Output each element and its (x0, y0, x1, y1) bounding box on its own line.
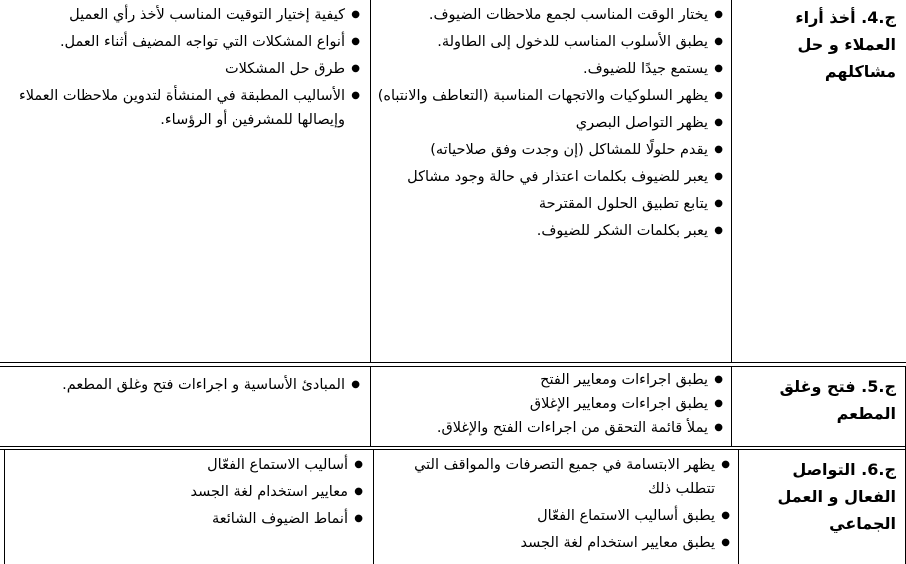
list-item: ● الأساليب المطبقة في المنشأة لتدوين ملاحظات العملاء وإيصالها للمشرفين أو الرؤساء. (4, 84, 360, 132)
skills-cell (370, 0, 731, 362)
list-item: ● يطبق معايير استخدام لغة الجسد (379, 531, 730, 555)
list-item: ● طرق حل المشكلات (4, 57, 360, 81)
skills-list (379, 453, 730, 555)
table-row (0, 450, 906, 564)
list-item: ● يتابع تطبيق الحلول المقترحة (376, 192, 723, 216)
knowledge-list (4, 373, 360, 397)
column-divider (731, 366, 732, 447)
list-item: ● يظهر التواصل البصري (376, 111, 723, 135)
list-item: ● المبادئ الأساسية و اجراءات فتح وغلق المطعم. (4, 373, 360, 397)
list-item: ● كيفية إختيار التوقيت المناسب لأخذ رأي العميل (4, 3, 360, 27)
list-item: ● يطبق الأسلوب المناسب للدخول إلى الطاولة. (376, 30, 723, 54)
skills-list (376, 368, 723, 440)
row-divider (0, 449, 906, 450)
list-item: ● يختار الوقت المناسب لجمع ملاحظات الضيوف. (376, 3, 723, 27)
list-item: ● يستمع جيدًا للضيوف. (376, 57, 723, 81)
competency-title: ج.5. فتح وغلق المطعم (779, 377, 896, 423)
list-item: ● يعبر بكلمات الشكر للضيوف. (376, 219, 723, 243)
knowledge-cell (0, 450, 373, 564)
list-item: ● يظهر الابتسامة في جميع التصرفات والمواقف التي تتطلب ذلك (379, 453, 730, 501)
table-border (4, 449, 5, 564)
list-item: ● أنواع المشكلات التي تواجه المضيف أثناء العمل. (4, 30, 360, 54)
competency-title: ج.4. أخذ أراء العملاء و حل مشاكلهم (795, 8, 896, 81)
skills-cell (370, 367, 731, 447)
skills-list (376, 3, 723, 243)
knowledge-cell (0, 367, 370, 447)
list-item: ● يطبق اجراءات ومعايير الفتح (376, 368, 723, 392)
column-divider (738, 449, 739, 564)
list-item: ● يظهر السلوكيات والاتجهات المناسبة (التعاطف والانتباه) (376, 84, 723, 108)
list-item: ● يقدم حلولًا للمشاكل (إن وجدت وفق صلاحياته) (376, 138, 723, 162)
competency-title: ج.6. التواصل الفعال و العمل الجماعي (777, 460, 896, 533)
column-divider (370, 0, 371, 363)
knowledge-list (4, 3, 360, 132)
knowledge-list (4, 453, 363, 531)
list-item: ● يملأ قائمة التحقق من اجراءات الفتح والإغلاق. (376, 416, 723, 440)
table-row (0, 367, 906, 447)
list-item: ● أساليب الاستماع الفعّال (4, 453, 363, 477)
row-divider (0, 366, 906, 367)
column-divider (370, 366, 371, 447)
list-item: ● يعبر للضيوف بكلمات اعتذار في حالة وجود مشاكل (376, 165, 723, 189)
column-divider (373, 449, 374, 564)
row-divider (0, 446, 906, 447)
list-item: ● يطبق اجراءات ومعايير الإغلاق (376, 392, 723, 416)
skills-cell (373, 450, 738, 564)
list-item: ● معايير استخدام لغة الجسد (4, 480, 363, 504)
row-divider (0, 362, 906, 363)
list-item: ● أنماط الضيوف الشائعة (4, 507, 363, 531)
column-divider (731, 0, 732, 363)
list-item: ● يطبق أساليب الاستماع الفعّال (379, 504, 730, 528)
knowledge-cell (0, 0, 370, 362)
